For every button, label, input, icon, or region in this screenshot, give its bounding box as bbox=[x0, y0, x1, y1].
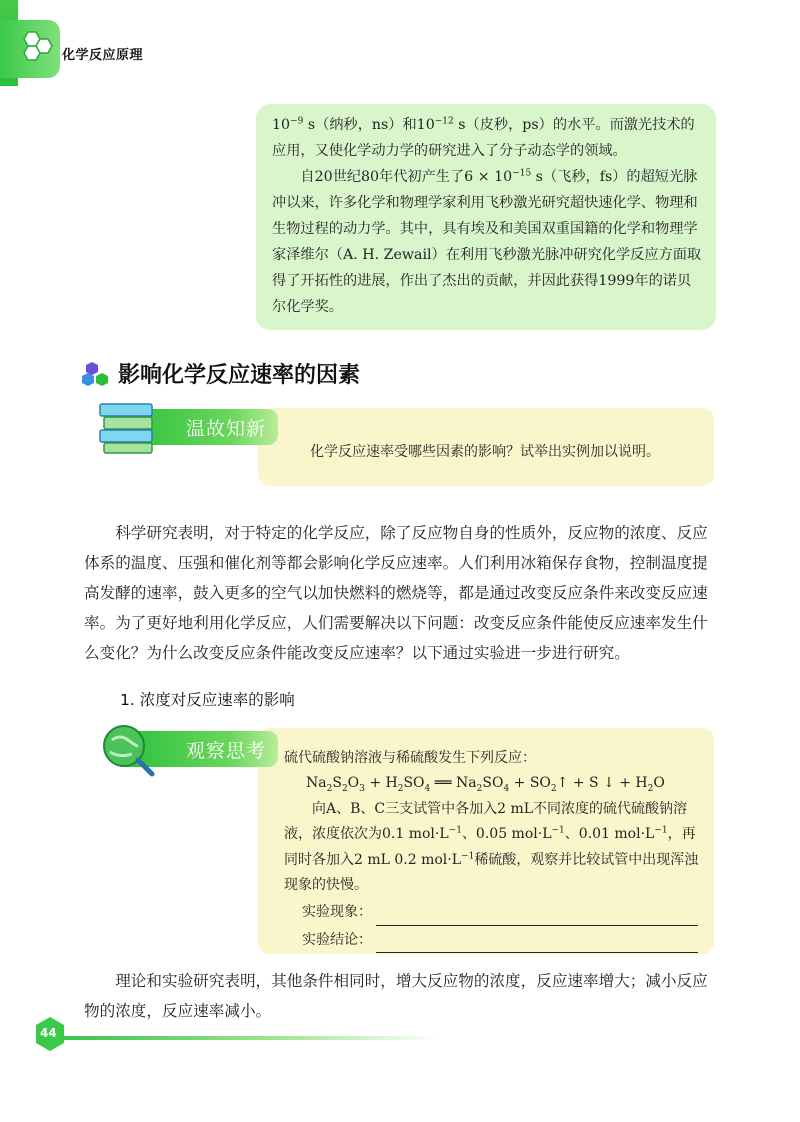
books-icon bbox=[96, 398, 160, 456]
subsection-heading: 1. 浓度对反应速率的影响 bbox=[120, 691, 295, 709]
conclusion-blank[interactable] bbox=[376, 936, 698, 953]
header-title: 化学反应原理 bbox=[62, 48, 144, 63]
body-paragraph: 科学研究表明，对于特定的化学反应，除了反应物自身的性质外，反应物的浓度、反应体系的温度、压强和催化剂等都会影响化学反应速率。人们利用冰箱保存食物，控制温度提高发酵的速率，鼓入更多的空气以加快燃料的燃烧等，都是通过改变反应条件来改变反应速率。为了更好地利用化学反应，人们需要解决以下问题：改变反应条件能使反应速率发生什么变化？为什么改变反应条件能改变反应速率？以下通过实验进一步进行研究。 bbox=[84, 524, 708, 662]
review-badge: 温故知新 bbox=[120, 409, 278, 445]
review-question: 化学反应速率受哪些因素的影响？试举出实例加以说明。 bbox=[310, 444, 660, 460]
section-heading bbox=[82, 358, 360, 389]
conclusion-paragraph: 理论和实验研究表明，其他条件相同时，增大反应物的浓度，反应速率增大；减小反应物的浓度，反应速率减小。 bbox=[84, 972, 708, 1020]
cubes-icon bbox=[82, 360, 112, 388]
hexagon-logo-icon bbox=[14, 28, 64, 72]
chemical-equation: $Na_2S_2O_3 + H_2SO_4$ ══ $Na_2SO_4$ + $SO_2↑ + S$ ↓ + $H_2O$ bbox=[306, 775, 665, 795]
info-paragraph-1: $10^{-9}$ s（纳秒，ns）和$10^{-12}$ s（皮秒，ps）的水平。而激光技术的应用，又使化学动力学的研究进入了分子动态学的领域。 bbox=[272, 116, 695, 159]
page-number: 44 bbox=[40, 1026, 57, 1040]
magnifier-globe-icon bbox=[98, 720, 158, 778]
footer-gradient-line bbox=[62, 1036, 442, 1040]
conclusion-row bbox=[284, 928, 704, 953]
observe-content bbox=[284, 746, 704, 953]
observe-badge: 观察思考 bbox=[120, 731, 278, 767]
phenomenon-row bbox=[284, 900, 704, 925]
info-paragraph-2: 自20世纪80年代初产生了$6 \times 10^{-15}$ s（飞秒，fs）的超短光脉冲以来，许多化学和物理学家利用飞秒激光研究超快速化学、物理和生物过程的动力学。其中，具有埃及和美国双重国籍的化学和物理学家泽维尔（A. H. Zewail）在利用飞秒激光脉冲研究化学反应方面取得了开拓性的进展，作出了杰出的贡献，并因此获得1999年的诺贝尔化学奖。 bbox=[272, 168, 702, 315]
info-box-text bbox=[272, 112, 702, 320]
section-title: 影响化学反应速率的因素 bbox=[118, 363, 361, 388]
conclusion-label: 实验结论： bbox=[302, 931, 372, 948]
observe-steps: 向A、B、C三支试管中各加入2 mL不同浓度的硫代硫酸钠溶液，浓度依次为0.1 $mol\cdot L^{-1}$、0.05 $mol\cdot L^{-1}$、0.01 $mol\cdot L^{-1}$，再同时各加入2 mL 0.2 $mol\cdot L^{-1}$稀硫酸，观察并比较试管中出现浑浊现象的快慢。 bbox=[284, 800, 699, 894]
phenomenon-label: 实验现象： bbox=[302, 904, 372, 921]
observe-intro: 硫代硫酸钠溶液与稀硫酸发生下列反应： bbox=[284, 750, 536, 766]
phenomenon-blank[interactable] bbox=[376, 909, 698, 926]
